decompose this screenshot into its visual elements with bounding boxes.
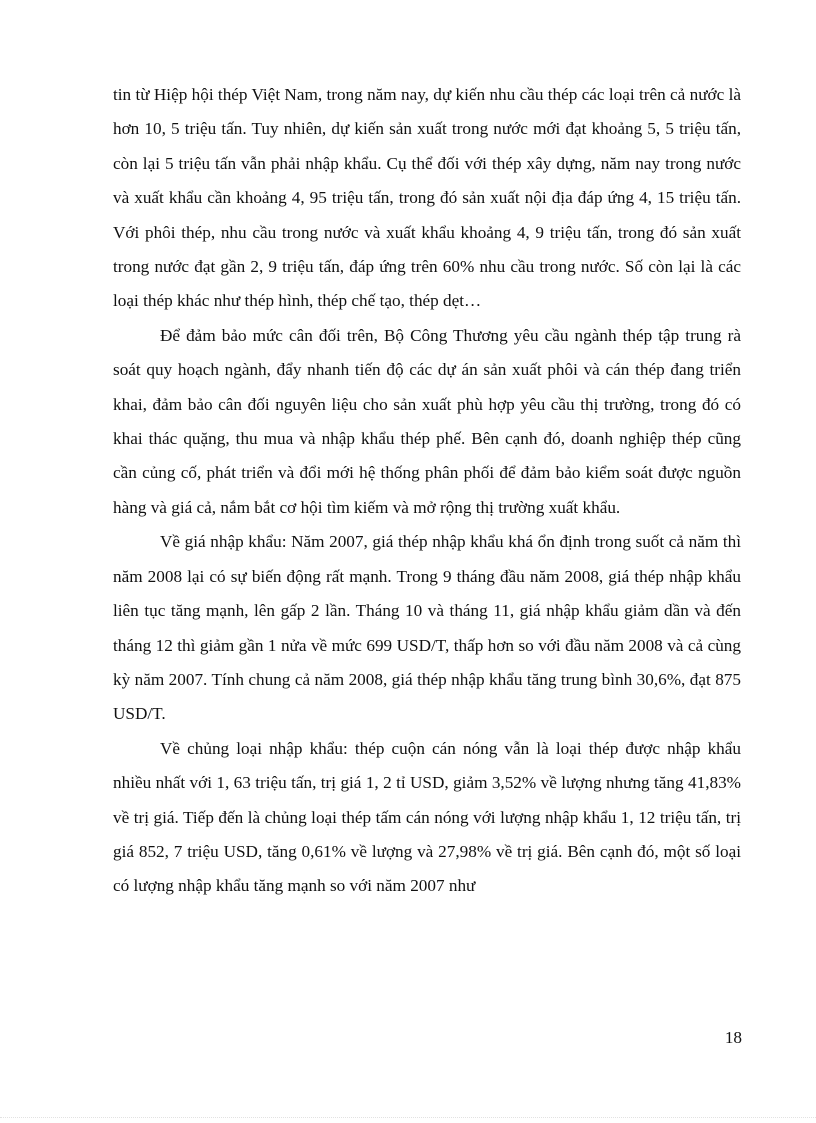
body-text xyxy=(113,78,741,904)
paragraph-4: Về chủng loại nhập khẩu: thép cuộn cán nóng vẫn là loại thép được nhập khẩu nhiều nhất với 1, 63 triệu tấn, trị giá 1, 2 tỉ USD, giảm 3,52% về lượng nhưng tăng 41,83% về trị giá. Tiếp đến là chủng loại thép tấm cán nóng với lượng nhập khẩu 1, 12 triệu tấn, trị giá 852, 7 triệu USD, tăng 0,61% về lượng và 27,98% về trị giá. Bên cạnh đó, một số loại có lượng nhập khẩu tăng mạnh so với năm 2007 như xyxy=(113,738,741,896)
paragraph-3: Về giá nhập khẩu: Năm 2007, giá thép nhập khẩu khá ổn định trong suốt cả năm thì năm 2008 lại có sự biến động rất mạnh. Trong 9 tháng đầu năm 2008, giá thép nhập khẩu liên tục tăng mạnh, lên gấp 2 lần. Tháng 10 và tháng 11, giá nhập khẩu giảm dần và đến tháng 12 thì giảm gần 1 nửa về mức 699 USD/T, thấp hơn so với đầu năm 2008 và cả cùng kỳ năm 2007. Tính chung cả năm 2008, giá thép nhập khẩu tăng trung bình 30,6%, đạt 875 USD/T. xyxy=(113,532,741,724)
paragraph-1: tin từ Hiệp hội thép Việt Nam, trong năm nay, dự kiến nhu cầu thép các loại trên cả nước là hơn 10, 5 triệu tấn. Tuy nhiên, dự kiến sản xuất trong nước mới đạt khoảng 5, 5 triệu tấn, còn lại 5 triệu tấn vẫn phải nhập khẩu. Cụ thể đối với thép xây dựng, năm nay trong nước và xuất khẩu cần khoảng 4, 95 triệu tấn, trong đó sản xuất nội địa đáp ứng 4, 15 triệu tấn. Với phôi thép, nhu cầu trong nước và xuất khẩu khoảng 4, 9 triệu tấn, trong đó sản xuất trong nước đạt gần 2, 9 triệu tấn, đáp ứng trên 60% nhu cầu trong nước. Số còn lại là các loại thép khác như thép hình, thép chế tạo, thép dẹt… xyxy=(113,85,741,311)
paragraph-2: Để đảm bảo mức cân đối trên, Bộ Công Thương yêu cầu ngành thép tập trung rà soát quy hoạch ngành, đẩy nhanh tiến độ các dự án sản xuất phôi và cán thép đang triển khai, đảm bảo cân đối nguyên liệu cho sản xuất phù hợp yêu cầu thị trường, trong đó có khai thác quặng, thu mua và nhập khẩu thép phế. Bên cạnh đó, doanh nghiệp thép cũng cần củng cố, phát triển và đổi mới hệ thống phân phối để đảm bảo kiểm soát được nguồn hàng và giá cả, nắm bắt cơ hội tìm kiếm và mở rộng thị trường xuất khẩu. xyxy=(113,325,741,517)
page-number: 18 xyxy=(724,1028,742,1047)
page-bottom-divider xyxy=(0,1117,816,1118)
